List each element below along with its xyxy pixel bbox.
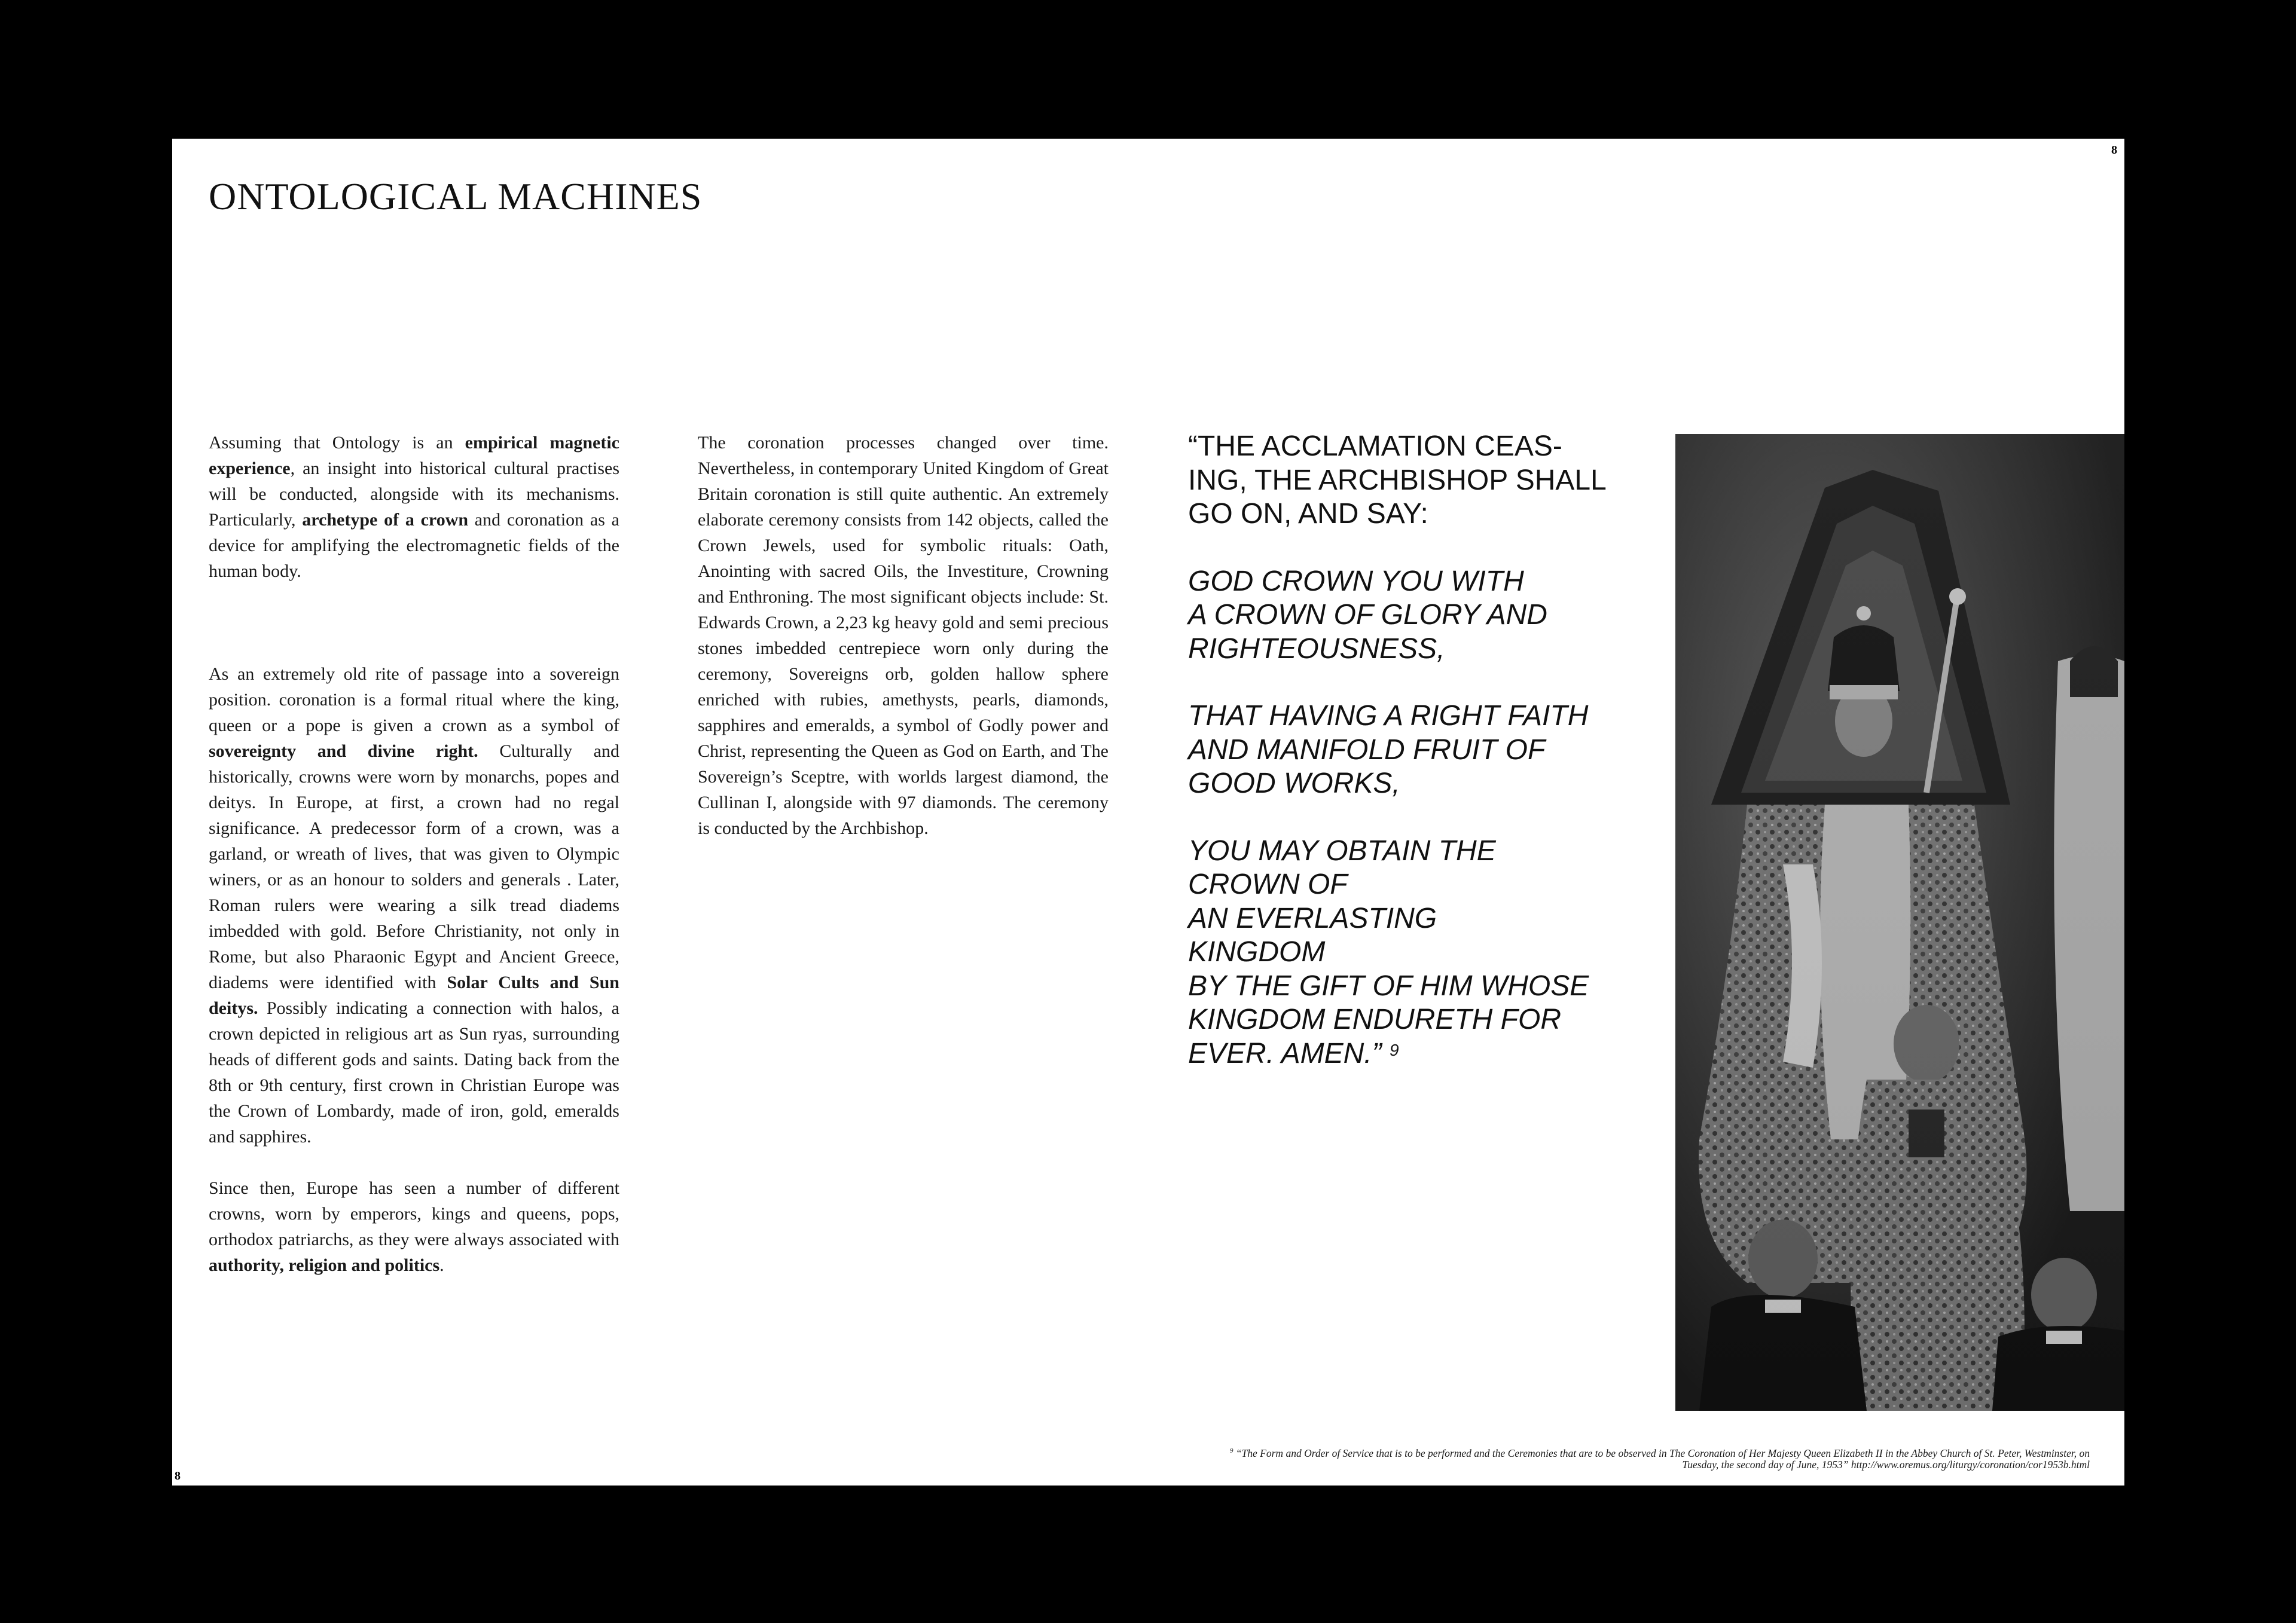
page-number-left: 8	[175, 1469, 181, 1483]
bold-phrase: sovereignty and divine right.	[209, 741, 478, 761]
text-run: .	[439, 1255, 444, 1275]
text-run: Assuming that Ontology is an	[209, 433, 465, 453]
paragraph-coronation: The coronation processes changed over time. Nevertheless, in contemporary United Kingdom of Great Britain coronation is still quite authentic. An extremely elaborate ceremony consists from 142 objects, called the Crown Jewels, used for symbolic rituals: Oath, Anointing with sacred Oils, the Investiture, Crowning and Enthroning. The most significant objects include: St. Edwards Crown, a 2,23 kg heavy gold and semi precious stones imbedded centrepiece worn only during the ceremony, Sovereigns orb, golden hallow sphere enriched with rubies, amethysts, pearls, diamonds, sapphires and emeralds, a symbol of Godly power and Christ, representing the Queen as God on Earth, and The Sovereign’s Sceptre, with worlds largest diamond, the Cullinan I, alongside with 97 diamonds. The ceremony is conducted by the Archbishop.	[698, 433, 1109, 838]
text-run: Since then, Europe has seen a number of different crowns, worn by emperors, kings and queens, pops, orthodox patriarchs, as they were always associated with	[209, 1178, 619, 1249]
quote-line: AND MANIFOLD FRUIT OF	[1188, 733, 1546, 766]
document-spread	[172, 139, 2124, 1486]
bold-phrase: Solar Cults and Sun deitys.	[209, 973, 619, 1018]
quote-line: “THE ACCLAMATION CEAS-	[1188, 430, 1562, 462]
quote-intro	[1188, 430, 1642, 531]
quote-line: GOOD WORKS,	[1188, 768, 1400, 799]
paragraph-europe	[209, 1175, 619, 1278]
footnote	[1193, 1445, 2090, 1471]
text-run: Possibly indicating a connection with halos, a crown depicted in religious art as Sun ryas, surrounding heads of different gods and saints. Dating back from the 8th or 9th century, first crown in Christian Europe was the Crown of Lombardy, made of iron, gold, emeralds and sapphires.	[209, 998, 619, 1147]
quote-stanza-3	[1188, 835, 1642, 1037]
text-run: and coronation as a device for amplifying the electromagnetic fields of the human body.	[209, 510, 619, 581]
quote-line: KINGDOM ENDURETH FOR	[1188, 1004, 1561, 1035]
text-run: , an insight into historical cultural practises will be conducted, alongside with its mechanisms. Particularly,	[209, 459, 619, 530]
bold-phrase: archetype of a crown	[302, 510, 469, 530]
quote-line: CROWN OF	[1188, 869, 1348, 900]
quote-line: A CROWN OF GLORY AND	[1188, 599, 1547, 631]
quote-stanza-2	[1188, 699, 1642, 801]
quote-line: AN EVERLASTING	[1188, 902, 1437, 934]
quote-line: GOD CROWN YOU WITH	[1188, 565, 1524, 597]
coronation-quote	[1188, 430, 1642, 1071]
text-run: As an extremely old rite of passage into a sovereign position. coronation is a formal ritual where the king, queen or a pope is given a crown as a symbol of	[209, 664, 619, 735]
text-run: Culturally and historically, crowns were worn by monarchs, popes and deitys. In Europe, at first, a crown had no regal significance. A predecessor form of a crown, was a garland, or wreath of lives, that was given to Olympic winers, or as an honour to solders and generals . Later, Roman rulers were wearing a silk tread diadems imbedded with gold. Before Christianity, not only in Rome, but also Pharaonic Egypt and Ancient Greece, diadems were identified with	[209, 741, 619, 992]
bold-phrase: empirical magnetic experience	[209, 433, 619, 478]
body-column-2	[698, 430, 1109, 841]
footnote-marker: 9	[1229, 1447, 1234, 1454]
paragraph-intro	[209, 430, 619, 584]
page-number-right: 8	[2111, 143, 2117, 157]
page-title: ONTOLOGICAL MACHINES	[209, 175, 703, 218]
quote-last-line: EVER. AMEN.” $^9$	[1188, 1037, 1399, 1069]
quote-stanza-1	[1188, 565, 1642, 667]
coronation-photo	[1675, 434, 2124, 1411]
quote-line: BY THE GIFT OF HIM WHOSE	[1188, 970, 1589, 1002]
bold-phrase: authority, religion and politics	[209, 1255, 440, 1275]
quote-line: THAT HAVING A RIGHT FAITH	[1188, 700, 1589, 732]
paragraph-history	[209, 661, 619, 1150]
quote-line: KINGDOM	[1188, 936, 1326, 968]
quote-line: ING, THE ARCHBISHOP SHALL	[1188, 464, 1607, 496]
footnote-reference[interactable]: 9	[1389, 1040, 1399, 1059]
body-column-1	[209, 430, 619, 1278]
quote-line: RIGHTEOUSNESS,	[1188, 632, 1445, 665]
quote-line: GO ON, AND SAY:	[1188, 498, 1428, 530]
footnote-text: “The Form and Order of Service that is to be performed and the Ceremonies that are to be observed in The Coronation of Her Majesty Queen Elizabeth II in the Abbey Church of St. Peter, Westminster, on Tuesday, the second day of June, 1953” http://www.oremus.org/liturgy/coronation/cor1953b.html	[1235, 1447, 2090, 1471]
quote-line: YOU MAY OBTAIN THE	[1188, 835, 1496, 867]
